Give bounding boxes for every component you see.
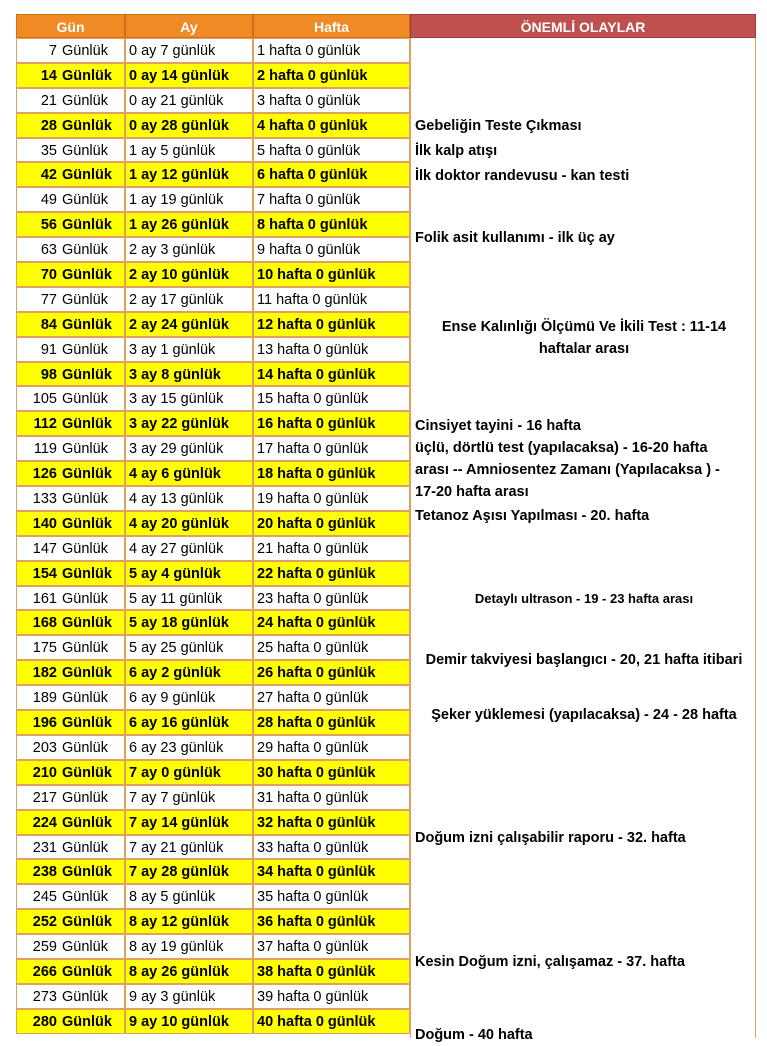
gun-value: 175 (32, 640, 57, 657)
cell-gun (16, 88, 125, 113)
event-teste: Gebeliğin Teste Çıkması (415, 118, 582, 134)
cell-gun (16, 287, 125, 312)
cell-ay: 2 ay 10 günlük (125, 262, 253, 287)
table-row (16, 959, 410, 984)
cell-gun (16, 610, 125, 635)
cell-ay: 7 ay 28 günlük (125, 859, 253, 884)
cell-hafta: 22 hafta 0 günlük (253, 561, 410, 586)
cell-ay: 5 ay 25 günlük (125, 635, 253, 660)
cell-ay: 6 ay 16 günlük (125, 710, 253, 735)
cell-hafta: 9 hafta 0 günlük (253, 237, 410, 262)
cell-gun (16, 386, 125, 411)
cell-hafta: 14 hafta 0 günlük (253, 362, 410, 387)
gun-unit: Günlük (62, 939, 108, 956)
header-ay: Ay (125, 14, 253, 38)
table-row (16, 859, 410, 884)
cell-hafta: 39 hafta 0 günlük (253, 984, 410, 1009)
gun-value: 273 (32, 988, 57, 1005)
gun-unit: Günlük (62, 914, 112, 931)
cell-hafta: 16 hafta 0 günlük (253, 411, 410, 436)
gun-unit: Günlük (62, 192, 108, 209)
gun-unit: Günlük (62, 814, 112, 831)
cell-gun (16, 660, 125, 685)
gun-value: 161 (32, 590, 57, 607)
gun-value: 203 (32, 739, 57, 756)
gun-value: 189 (32, 690, 57, 707)
cell-gun (16, 884, 125, 909)
cell-ay: 4 ay 6 günlük (125, 461, 253, 486)
gun-unit: Günlük (62, 988, 108, 1005)
table-row (16, 685, 410, 710)
cell-gun (16, 685, 125, 710)
gun-unit: Günlük (62, 739, 108, 756)
gun-value: 147 (32, 540, 57, 557)
cell-ay: 7 ay 7 günlük (125, 785, 253, 810)
table-row (16, 635, 410, 660)
cell-gun (16, 959, 125, 984)
cell-ay: 4 ay 20 günlük (125, 511, 253, 536)
table-row (16, 909, 410, 934)
gun-value: 182 (32, 665, 57, 682)
cell-ay: 7 ay 0 günlük (125, 760, 253, 785)
gun-value: 56 (40, 217, 57, 234)
table-row (16, 337, 410, 362)
gun-value: 245 (32, 889, 57, 906)
cell-ay: 0 ay 28 günlük (125, 113, 253, 138)
table-row (16, 710, 410, 735)
cell-hafta: 11 hafta 0 günlük (253, 287, 410, 312)
cell-ay: 0 ay 21 günlük (125, 88, 253, 113)
gun-value: 42 (40, 167, 57, 184)
table-row (16, 884, 410, 909)
table-row (16, 810, 410, 835)
cell-ay: 1 ay 5 günlük (125, 138, 253, 163)
gun-unit: Günlük (62, 864, 112, 881)
cell-ay: 5 ay 11 günlük (125, 586, 253, 611)
table-row (16, 312, 410, 337)
gun-value: 119 (33, 441, 57, 458)
cell-ay: 3 ay 22 günlük (125, 411, 253, 436)
cell-ay: 4 ay 27 günlük (125, 536, 253, 561)
table-row (16, 984, 410, 1009)
event-ultrason: Detaylı ultrason - 19 - 23 hafta arası (474, 591, 694, 606)
cell-hafta: 24 hafta 0 günlük (253, 610, 410, 635)
gun-value: 133 (32, 491, 57, 508)
gun-unit: Günlük (62, 316, 112, 333)
event-dogum: Doğum - 40 hafta (415, 1027, 533, 1043)
cell-hafta: 34 hafta 0 günlük (253, 859, 410, 884)
gun-unit: Günlük (62, 640, 108, 657)
table-row (16, 212, 410, 237)
table-row (16, 511, 410, 536)
cell-gun (16, 362, 125, 387)
cell-gun (16, 461, 125, 486)
cell-hafta: 15 hafta 0 günlük (253, 386, 410, 411)
gun-value: 140 (32, 515, 57, 532)
gun-value: 154 (32, 565, 57, 582)
cell-gun (16, 586, 125, 611)
gun-value: 280 (32, 1013, 57, 1030)
cell-hafta: 18 hafta 0 günlük (253, 461, 410, 486)
cell-ay: 8 ay 19 günlük (125, 934, 253, 959)
cell-hafta: 7 hafta 0 günlük (253, 187, 410, 212)
cell-hafta: 1 hafta 0 günlük (253, 38, 410, 63)
gun-unit: Günlük (62, 391, 108, 408)
cell-gun (16, 810, 125, 835)
cell-gun (16, 1009, 125, 1034)
table-row (16, 411, 410, 436)
cell-gun (16, 934, 125, 959)
table-row (16, 237, 410, 262)
cell-ay: 0 ay 7 günlük (125, 38, 253, 63)
cell-hafta: 28 hafta 0 günlük (253, 710, 410, 735)
gun-value: 112 (33, 416, 57, 433)
cell-ay: 8 ay 26 günlük (125, 959, 253, 984)
cell-gun (16, 710, 125, 735)
event-tetanoz: Tetanoz Aşısı Yapılması - 20. hafta (415, 508, 650, 524)
cell-gun (16, 212, 125, 237)
table-body (16, 38, 410, 1034)
gun-unit: Günlük (62, 341, 108, 358)
cell-hafta: 29 hafta 0 günlük (253, 735, 410, 760)
header-gun: Gün (16, 14, 125, 38)
cell-ay: 9 ay 3 günlük (125, 984, 253, 1009)
event-demir: Demir takviyesi başlangıcı - 20, 21 hafta itibari (425, 652, 743, 668)
event-seker: Şeker yüklemesi (yapılacaksa) - 24 - 28 hafta (431, 707, 737, 723)
cell-gun (16, 411, 125, 436)
gun-unit: Günlük (62, 242, 108, 259)
gun-value: 126 (32, 466, 57, 483)
cell-hafta: 40 hafta 0 günlük (253, 1009, 410, 1034)
cell-ay: 1 ay 26 günlük (125, 212, 253, 237)
event-kalp: İlk kalp atışı (415, 143, 498, 159)
gun-value: 21 (40, 92, 57, 109)
gun-unit: Günlük (62, 590, 108, 607)
gun-value: 210 (32, 764, 57, 781)
cell-hafta: 26 hafta 0 günlük (253, 660, 410, 685)
cell-hafta: 30 hafta 0 günlük (253, 760, 410, 785)
cell-hafta: 37 hafta 0 günlük (253, 934, 410, 959)
gun-value: 266 (32, 963, 57, 980)
gun-value: 231 (32, 839, 57, 856)
cell-gun (16, 984, 125, 1009)
gun-value: 49 (40, 192, 57, 209)
gun-unit: Günlük (62, 540, 108, 557)
table-row (16, 934, 410, 959)
cell-hafta: 31 hafta 0 günlük (253, 785, 410, 810)
table-row (16, 835, 410, 860)
gun-value: 14 (40, 67, 57, 84)
gun-value: 70 (40, 267, 57, 284)
gun-unit: Günlük (62, 1013, 112, 1030)
gun-unit: Günlük (62, 491, 108, 508)
cell-ay: 6 ay 2 günlük (125, 660, 253, 685)
cell-ay: 3 ay 15 günlük (125, 386, 253, 411)
cell-ay: 8 ay 5 günlük (125, 884, 253, 909)
gun-unit: Günlük (62, 117, 112, 134)
cell-hafta: 33 hafta 0 günlük (253, 835, 410, 860)
gun-unit: Günlük (62, 466, 112, 483)
cell-ay: 2 ay 24 günlük (125, 312, 253, 337)
cell-ay: 7 ay 14 günlük (125, 810, 253, 835)
event-folik: Folik asit kullanımı - ilk üç ay (415, 230, 615, 246)
gun-value: 196 (32, 715, 57, 732)
cell-hafta: 36 hafta 0 günlük (253, 909, 410, 934)
cell-gun (16, 187, 125, 212)
header-onemli-olaylar: ÖNEMLİ OLAYLAR (410, 14, 756, 38)
table-row (16, 88, 410, 113)
cell-gun (16, 735, 125, 760)
table-row (16, 38, 410, 63)
table-row (16, 187, 410, 212)
gun-unit: Günlük (62, 167, 112, 184)
event-cinsiyet: Cinsiyet tayini - 16 hafta (415, 418, 581, 434)
gun-value: 84 (40, 316, 57, 333)
gun-unit: Günlük (62, 690, 108, 707)
cell-gun (16, 635, 125, 660)
event-uclu-line1: üçlü, dörtlü test (yapılacaksa) - 16-20 hafta (415, 440, 708, 456)
cell-ay: 6 ay 9 günlük (125, 685, 253, 710)
cell-hafta: 19 hafta 0 günlük (253, 486, 410, 511)
table-row (16, 461, 410, 486)
gun-unit: Günlük (62, 67, 112, 84)
gun-unit: Günlük (62, 92, 108, 109)
cell-hafta: 8 hafta 0 günlük (253, 212, 410, 237)
cell-hafta: 13 hafta 0 günlük (253, 337, 410, 362)
table-row (16, 113, 410, 138)
table-row (16, 610, 410, 635)
gun-unit: Günlük (62, 142, 108, 159)
event-uclu-line3: 17-20 hafta arası (415, 484, 529, 500)
gun-value: 91 (40, 341, 57, 358)
table-row (16, 262, 410, 287)
gun-value: 238 (32, 864, 57, 881)
cell-gun (16, 835, 125, 860)
cell-gun (16, 561, 125, 586)
cell-gun (16, 859, 125, 884)
cell-ay: 9 ay 10 günlük (125, 1009, 253, 1034)
cell-hafta: 20 hafta 0 günlük (253, 511, 410, 536)
cell-hafta: 17 hafta 0 günlük (253, 436, 410, 461)
cell-gun (16, 436, 125, 461)
cell-gun (16, 486, 125, 511)
gun-unit: Günlük (62, 665, 112, 682)
table-row (16, 386, 410, 411)
table-row (16, 536, 410, 561)
gun-unit: Günlük (62, 615, 112, 632)
gun-value: 35 (40, 142, 57, 159)
cell-ay: 6 ay 23 günlük (125, 735, 253, 760)
gun-unit: Günlük (62, 441, 108, 458)
gun-value: 98 (40, 366, 57, 383)
event-ense-line2: haftalar arası (538, 341, 630, 357)
gun-value: 7 (48, 43, 57, 59)
table-row (16, 785, 410, 810)
event-doktor: İlk doktor randevusu - kan testi (415, 168, 630, 184)
gun-unit: Günlük (62, 515, 112, 532)
cell-ay: 5 ay 4 günlük (125, 561, 253, 586)
cell-hafta: 25 hafta 0 günlük (253, 635, 410, 660)
gun-unit: Günlük (62, 789, 108, 806)
gun-unit: Günlük (62, 715, 112, 732)
table-row (16, 486, 410, 511)
gun-unit: Günlük (62, 416, 112, 433)
cell-ay: 3 ay 1 günlük (125, 337, 253, 362)
cell-hafta: 35 hafta 0 günlük (253, 884, 410, 909)
gun-value: 63 (40, 242, 57, 259)
cell-ay: 7 ay 21 günlük (125, 835, 253, 860)
table-row (16, 760, 410, 785)
cell-hafta: 21 hafta 0 günlük (253, 536, 410, 561)
gun-value: 217 (32, 789, 57, 806)
cell-gun (16, 536, 125, 561)
cell-ay: 8 ay 12 günlük (125, 909, 253, 934)
header-hafta: Hafta (253, 14, 410, 38)
table-row (16, 362, 410, 387)
gun-unit: Günlük (62, 43, 108, 59)
gun-unit: Günlük (62, 963, 112, 980)
cell-ay: 5 ay 18 günlük (125, 610, 253, 635)
table-row (16, 660, 410, 685)
cell-hafta: 38 hafta 0 günlük (253, 959, 410, 984)
gun-unit: Günlük (62, 839, 108, 856)
cell-gun (16, 785, 125, 810)
cell-hafta: 10 hafta 0 günlük (253, 262, 410, 287)
cell-ay: 3 ay 8 günlük (125, 362, 253, 387)
gun-value: 28 (40, 117, 57, 134)
cell-ay: 3 ay 29 günlük (125, 436, 253, 461)
cell-gun (16, 511, 125, 536)
gun-unit: Günlük (62, 565, 112, 582)
cell-gun (16, 262, 125, 287)
cell-ay: 1 ay 12 günlük (125, 162, 253, 187)
cell-hafta: 12 hafta 0 günlük (253, 312, 410, 337)
table-row (16, 436, 410, 461)
events-column (410, 38, 756, 1043)
event-uclu-line2: arası -- Amniosentez Zamanı (Yapılacaksa ) - (415, 462, 720, 478)
cell-ay: 0 ay 14 günlük (125, 63, 253, 88)
cell-hafta: 5 hafta 0 günlük (253, 138, 410, 163)
cell-hafta: 27 hafta 0 günlük (253, 685, 410, 710)
cell-ay: 4 ay 13 günlük (125, 486, 253, 511)
table-row (16, 162, 410, 187)
cell-gun (16, 312, 125, 337)
table-row (16, 1009, 410, 1034)
cell-gun (16, 909, 125, 934)
gun-unit: Günlük (62, 267, 112, 284)
cell-hafta: 2 hafta 0 günlük (253, 63, 410, 88)
gun-value: 224 (32, 814, 57, 831)
cell-hafta: 6 hafta 0 günlük (253, 162, 410, 187)
gun-value: 77 (40, 291, 57, 308)
gun-value: 252 (32, 914, 57, 931)
table-row (16, 63, 410, 88)
cell-ay: 2 ay 17 günlük (125, 287, 253, 312)
table-row (16, 735, 410, 760)
cell-gun (16, 760, 125, 785)
cell-hafta: 3 hafta 0 günlük (253, 88, 410, 113)
cell-hafta: 32 hafta 0 günlük (253, 810, 410, 835)
gun-unit: Günlük (62, 764, 112, 781)
cell-hafta: 4 hafta 0 günlük (253, 113, 410, 138)
cell-gun (16, 237, 125, 262)
cell-ay: 2 ay 3 günlük (125, 237, 253, 262)
gun-unit: Günlük (62, 217, 112, 234)
cell-gun (16, 337, 125, 362)
cell-hafta: 23 hafta 0 günlük (253, 586, 410, 611)
table-row (16, 287, 410, 312)
cell-gun (16, 138, 125, 163)
gun-value: 105 (32, 391, 57, 408)
event-ense-line1: Ense Kalınlığı Ölçümü Ve İkili Test : 11-14 (441, 319, 727, 335)
cell-gun (16, 38, 125, 63)
cell-ay: 1 ay 19 günlük (125, 187, 253, 212)
gun-value: 259 (32, 939, 57, 956)
gun-unit: Günlük (62, 889, 108, 906)
cell-gun (16, 63, 125, 88)
cell-gun (16, 162, 125, 187)
table-row (16, 138, 410, 163)
gun-value: 168 (32, 615, 57, 632)
table-row (16, 586, 410, 611)
event-dogum-izni-32: Doğum izni çalışabilir raporu - 32. hafta (415, 830, 686, 846)
table-row (16, 561, 410, 586)
event-dogum-izni-37: Kesin Doğum izni, çalışamaz - 37. hafta (415, 954, 685, 970)
cell-gun (16, 113, 125, 138)
gun-unit: Günlük (62, 366, 112, 383)
gun-unit: Günlük (62, 291, 108, 308)
